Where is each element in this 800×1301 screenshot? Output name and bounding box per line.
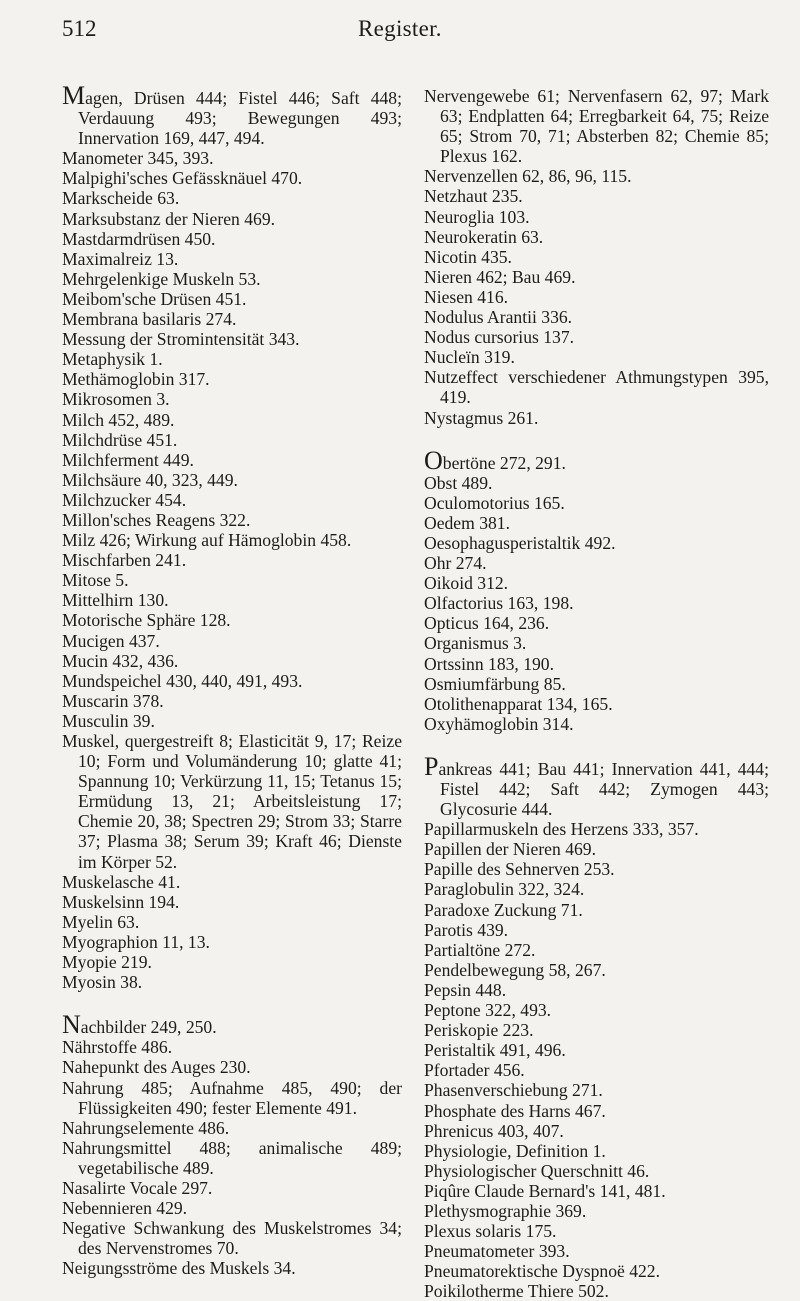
- index-entry: Markscheide 63.: [62, 188, 180, 209]
- index-entry: Magen, Drüsen 444; Fistel 446; Saft 448; Verdauung 493; Bewegungen 493; Innervation 169, 447, 494.: [62, 81, 402, 149]
- index-entry: Obertöne 272, 291.: [424, 445, 566, 475]
- index-entry: Papille des Sehnerven 253.: [424, 859, 615, 880]
- index-entry: Pfortader 456.: [424, 1060, 525, 1081]
- index-entry: Peptone 322, 493.: [424, 1000, 552, 1021]
- index-letter-block: [424, 751, 769, 1301]
- index-entry: Pendelbewegung 58, 267.: [424, 959, 606, 980]
- index-entry: Milchsäure 40, 323, 449.: [62, 469, 238, 490]
- index-entry: Periskopie 223.: [424, 1020, 534, 1041]
- index-entry: Messung der Stromintensität 343.: [62, 329, 300, 350]
- index-entry: Neuroglia 103.: [424, 206, 530, 227]
- index-entry: Organismus 3.: [424, 633, 527, 654]
- index-entry: Parotis 439.: [424, 919, 509, 940]
- index-entry: Manometer 345, 393.: [62, 148, 214, 169]
- index-entry: Nodus cursorius 137.: [424, 327, 575, 348]
- index-entry: Nicotin 435.: [424, 246, 512, 267]
- index-entry: Plexus solaris 175.: [424, 1221, 557, 1242]
- running-title: Register.: [358, 16, 442, 41]
- index-entry: Maximalreiz 13.: [62, 248, 179, 269]
- index-entry: Papillen der Nieren 469.: [424, 839, 596, 860]
- index-entry: Myopie 219.: [62, 952, 152, 973]
- index-entry: Oxyhämoglobin 314.: [424, 713, 574, 734]
- index-entry: Milz 426; Wirkung auf Hämoglobin 458.: [62, 530, 352, 551]
- index-entry: Musculin 39.: [62, 710, 155, 731]
- index-entry: Nahrung 485; Aufnahme 485, 490; der Flüssigkeiten 490; fester Elemente 491.: [62, 1077, 402, 1118]
- index-entry: Milchzucker 454.: [62, 489, 187, 510]
- index-entry: Oedem 381.: [424, 512, 510, 533]
- index-entry: Plethysmographie 369.: [424, 1200, 587, 1221]
- index-entry: Ortssinn 183, 190.: [424, 653, 555, 674]
- index-entry: Pankreas 441; Bau 441; Innervation 441, 444; Fistel 442; Saft 442; Zymogen 443; Glycosurie 444.: [424, 751, 769, 820]
- index-entry: Mundspeichel 430, 440, 491, 493.: [62, 670, 303, 691]
- index-entry: Obst 489.: [424, 472, 493, 493]
- index-entry: Pneumatometer 393.: [424, 1241, 570, 1262]
- index-entry: Pneumatorektische Dyspnoë 422.: [424, 1261, 661, 1282]
- index-entry: Niesen 416.: [424, 286, 509, 307]
- index-letter-block: [62, 1010, 402, 1279]
- index-entry: Nieren 462; Bau 469.: [424, 266, 576, 287]
- index-entry: Physiologischer Querschnitt 46.: [424, 1160, 650, 1181]
- index-entry: Nahepunkt des Auges 230.: [62, 1057, 251, 1078]
- index-entry: Meibom'sche Drüsen 451.: [62, 288, 247, 309]
- index-entry: Physiologie, Definition 1.: [424, 1140, 606, 1161]
- index-entry: Paradoxe Zuckung 71.: [424, 899, 583, 920]
- page-number: 512: [62, 16, 97, 41]
- index-entry: Nahrungsmittel 488; animalische 489; vegetabilische 489.: [62, 1137, 402, 1178]
- index-entry: Nystagmus 261.: [424, 407, 539, 428]
- index-entry: Oculomotorius 165.: [424, 492, 565, 513]
- index-entry: Mittelhirn 130.: [62, 590, 169, 611]
- index-entry: Netzhaut 235.: [424, 186, 523, 207]
- initial-capital: M: [62, 81, 86, 110]
- left-column: [62, 81, 402, 1279]
- index-entry: Marksubstanz der Nieren 469.: [62, 208, 276, 229]
- index-entry: Peristaltik 491, 496.: [424, 1040, 566, 1061]
- right-column: [424, 86, 769, 1301]
- index-entry: Muskelasche 41.: [62, 871, 181, 892]
- initial-capital: N: [62, 1010, 81, 1040]
- page-header: [0, 16, 800, 56]
- index-entry: Negative Schwankung des Muskelstromes 34; des Nervenstromes 70.: [62, 1218, 402, 1259]
- index-entry: Nucleïn 319.: [424, 347, 515, 368]
- index-entry: Piqûre Claude Bernard's 141, 481.: [424, 1180, 666, 1201]
- index-letter-block: [62, 81, 402, 993]
- index-entry: Nutzeffect verschiedener Athmungstypen 395, 419.: [424, 367, 769, 408]
- index-entry: Opticus 164, 236.: [424, 613, 550, 634]
- index-entry: Nervengewebe 61; Nervenfasern 62, 97; Mark 63; Endplatten 64; Erregbarkeit 64, 75; Reize 65; Strom 70, 71; Absterben 82; Chemie 85; Plexus 162.: [424, 86, 769, 167]
- index-entry: Otolithenapparat 134, 165.: [424, 693, 613, 714]
- index-entry: Muskel, quergestreift 8; Elasticität 9, 17; Reize 10; Form und Volumänderung 10; glatte 41; Spannung 10; Verkürzung 11, 15; Tetanus 15; Ermüdung 13, 21; Arbeitsleistung 17; Chemie 20, 38; Spectren 29; Strom 33; Starre 37; Plasma 38; Serum 39; Kraft 46; Dienste im Körper 52.: [62, 731, 402, 872]
- index-entry: Milchferment 449.: [62, 449, 194, 470]
- index-entry: Mehrgelenkige Muskeln 53.: [62, 268, 261, 289]
- initial-capital: O: [424, 445, 443, 475]
- index-entry: Pepsin 448.: [424, 979, 507, 1000]
- index-entry: Muskelsinn 194.: [62, 891, 180, 912]
- index-entry: Myosin 38.: [62, 972, 143, 993]
- index-entry: Myelin 63.: [62, 911, 140, 932]
- index-entry: Paraglobulin 322, 324.: [424, 879, 585, 900]
- index-entry: Nervenzellen 62, 86, 96, 115.: [424, 166, 632, 187]
- index-entry: Oesophagusperistaltik 492.: [424, 532, 616, 553]
- index-entry: Metaphysik 1.: [62, 349, 163, 370]
- index-entry: Nährstoffe 486.: [62, 1037, 173, 1058]
- index-entry: Neigungsströme des Muskels 34.: [62, 1258, 296, 1279]
- index-entry: Nasalirte Vocale 297.: [62, 1177, 213, 1198]
- index-entry: Partialtöne 272.: [424, 939, 536, 960]
- index-entry: Osmiumfärbung 85.: [424, 673, 566, 694]
- index-entry: Nachbilder 249, 250.: [62, 1010, 217, 1040]
- index-entry: Neurokeratin 63.: [424, 226, 544, 247]
- initial-capital: P: [424, 751, 439, 781]
- index-entry: Mitose 5.: [62, 570, 129, 591]
- index-entry: Milchdrüse 451.: [62, 429, 178, 450]
- index-entry: Phasenverschiebung 271.: [424, 1080, 603, 1101]
- index-entry: Ohr 274.: [424, 553, 487, 574]
- index-letter-block: [424, 445, 769, 734]
- index-entry: Millon'sches Reagens 322.: [62, 509, 251, 530]
- index-entry: Papillarmuskeln des Herzens 333, 357.: [424, 819, 699, 840]
- index-entry: Nodulus Arantii 336.: [424, 307, 573, 328]
- index-entry: Membrana basilaris 274.: [62, 309, 237, 330]
- index-entry: Oikoid 312.: [424, 573, 509, 594]
- index-entry: Phosphate des Harns 467.: [424, 1100, 606, 1121]
- index-letter-block: [424, 86, 769, 428]
- index-entry: Olfactorius 163, 198.: [424, 593, 574, 614]
- index-entry: Mischfarben 241.: [62, 550, 187, 571]
- index-entry: Phrenicus 403, 407.: [424, 1120, 564, 1141]
- index-entry: Mikrosomen 3.: [62, 389, 170, 410]
- index-entry: Muscarin 378.: [62, 690, 164, 711]
- index-entry: Methämoglobin 317.: [62, 369, 210, 390]
- index-entry: Milch 452, 489.: [62, 409, 175, 430]
- index-entry: Mastdarmdrüsen 450.: [62, 228, 216, 249]
- index-entry: Poikilotherme Thiere 502.: [424, 1281, 609, 1301]
- index-entry: Mucigen 437.: [62, 630, 160, 651]
- index-entry: Mucin 432, 436.: [62, 650, 179, 671]
- index-entry: Myographion 11, 13.: [62, 931, 210, 952]
- index-entry: Motorische Sphäre 128.: [62, 610, 231, 631]
- index-entry: Nahrungselemente 486.: [62, 1117, 230, 1138]
- index-entry: Nebennieren 429.: [62, 1198, 188, 1219]
- index-entry: Malpighi'sches Gefässknäuel 470.: [62, 168, 303, 189]
